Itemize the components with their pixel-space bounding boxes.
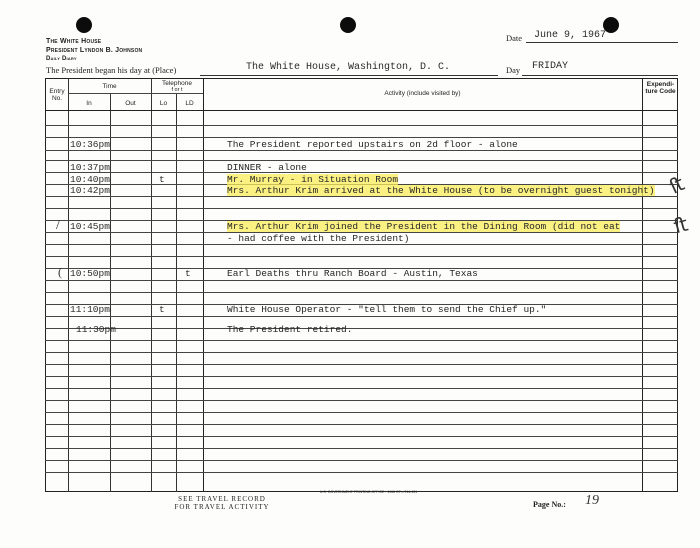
grid-divider <box>45 256 678 257</box>
col-in: In <box>86 100 92 107</box>
page-label: Page No.: <box>533 500 566 509</box>
grid-divider <box>151 78 152 492</box>
col-out: Out <box>125 100 136 107</box>
entry-time: 10:37pm <box>70 162 110 173</box>
entry-activity-text: Mr. Murray - in Situation Room <box>227 174 399 185</box>
handwritten-slash-mark: / <box>56 218 60 233</box>
grid-divider <box>45 400 678 401</box>
grid-divider <box>45 388 678 389</box>
day-label: Day <box>506 65 521 75</box>
entry-activity-continued: - had coffee with the President) <box>227 233 410 244</box>
page-number: 19 <box>585 493 599 508</box>
org-line-2: President Lyndon B. Johnson <box>46 47 143 54</box>
grid-divider <box>45 292 678 293</box>
grid-divider <box>45 340 678 341</box>
entry-activity: DINNER - alone <box>227 162 307 173</box>
grid-divider <box>45 412 678 413</box>
grid-divider <box>45 376 678 377</box>
org-line-3: Daily Diary <box>46 56 77 62</box>
grid-divider <box>45 280 678 281</box>
entry-activity <box>227 185 655 196</box>
col-expenditure: Expendi- ture Code <box>645 81 676 95</box>
entry-activity <box>227 221 620 232</box>
grid-divider <box>45 328 678 329</box>
entry-phone-ld: t <box>185 268 191 279</box>
entry-time: 10:45pm <box>70 221 110 232</box>
entry-activity <box>227 174 398 185</box>
date-value: June 9, 1967 <box>534 30 607 41</box>
col-telephone: Telephone <box>162 80 192 87</box>
col-ld: LD <box>185 100 194 107</box>
entry-activity: White House Operator - "tell them to send the Chief up." <box>227 304 547 315</box>
entry-time: 10:36pm <box>70 139 110 150</box>
entry-time: 10:42pm <box>70 185 110 196</box>
grid-divider <box>68 93 203 94</box>
grid-divider <box>45 244 678 245</box>
grid-divider <box>45 125 678 126</box>
grid-divider <box>45 137 678 138</box>
grid-divider <box>45 460 678 461</box>
grid-divider <box>45 110 678 111</box>
printing-office-note: U.S. GOVERNMENT PRINTING OFFICE : 1966 OF—744-131 <box>320 490 418 494</box>
entry-activity-text: Mrs. Arthur Krim arrived at the White House (to be overnight guest tonight) <box>227 185 655 196</box>
day-underline <box>522 75 678 76</box>
grid-divider <box>68 78 69 492</box>
entry-time: 10:40pm <box>70 174 110 185</box>
entry-activity: Earl Deaths thru Ranch Board - Austin, Texas <box>227 268 478 279</box>
grid-divider <box>642 78 643 492</box>
see-travel-record: SEE TRAVEL RECORD <box>178 495 266 503</box>
entry-time: 11:10pm <box>70 304 110 315</box>
entry-phone-lo: t <box>159 174 165 185</box>
col-lo: Lo <box>159 100 168 107</box>
col-telephone-sub: f or t <box>171 87 183 93</box>
grid-divider <box>45 172 678 173</box>
col-time: Time <box>102 83 117 90</box>
handwritten-scribble-mark: ﬅ <box>666 173 688 199</box>
grid-divider <box>45 208 678 209</box>
entry-phone-lo: t <box>159 304 165 315</box>
col-activity: Activity (include visited by) <box>384 90 461 97</box>
col-entry: Entry No. <box>49 88 65 102</box>
entry-activity-text: Mrs. Arthur Krim joined the President in the Dining Room (did not eat <box>227 221 621 232</box>
punch-hole-left <box>76 17 92 33</box>
date-underline <box>526 42 678 43</box>
grid-divider <box>45 436 678 437</box>
entry-activity: The President reported upstairs on 2d floor - alone <box>227 139 518 150</box>
place-underline <box>200 75 498 76</box>
punch-hole-center <box>340 17 356 33</box>
entry-time: 10:50pm <box>70 268 110 279</box>
entry-time: 11:30pm <box>76 324 116 335</box>
handwritten-scribble-mark: ﬅ <box>671 213 691 239</box>
grid-divider <box>45 160 678 161</box>
grid-divider <box>45 364 678 365</box>
grid-divider <box>45 316 678 317</box>
grid-divider <box>45 196 678 197</box>
grid-divider <box>45 150 678 151</box>
date-label: Date <box>506 33 523 43</box>
handwritten-check-mark: ( <box>58 265 62 279</box>
grid-divider <box>45 472 678 473</box>
place-value: The White House, Washington, D. C. <box>246 62 451 73</box>
began-label: The President began his day at (Place) <box>46 65 177 75</box>
grid-divider <box>45 352 678 353</box>
for-travel-activity: FOR TRAVEL ACTIVITY <box>174 503 270 511</box>
grid-divider <box>203 78 204 492</box>
grid-divider <box>45 424 678 425</box>
day-value: FRIDAY <box>532 61 569 72</box>
org-line-1: The White House <box>46 38 102 45</box>
grid-divider <box>45 448 678 449</box>
entry-activity: The President retired. <box>227 324 353 335</box>
